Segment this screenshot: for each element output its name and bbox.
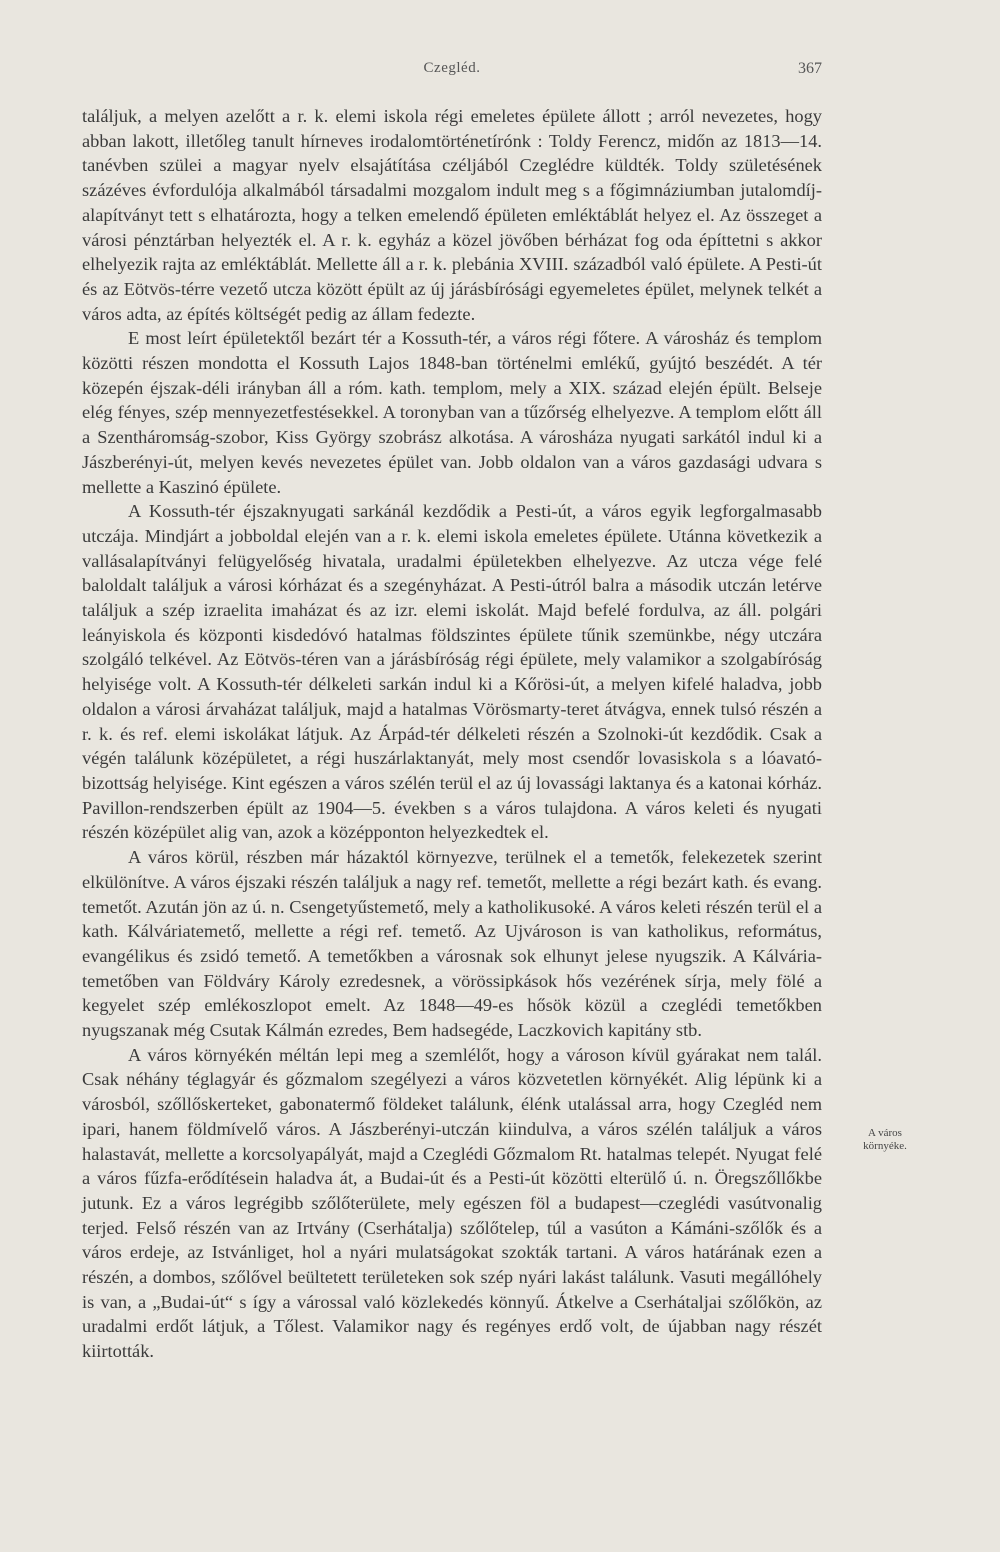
body-text (82, 104, 822, 1364)
running-title: Czegléd. (423, 60, 481, 76)
paragraph-2: E most leírt épületektől bezárt tér a Kossuth-tér, a város régi főtere. A városház és templom közötti részen mondotta el Kossuth Lajos 1848-ban történelmi emlékű, gyújtó beszédét. A tér közepén éjszak-déli irányban áll a róm. kath. templom, mely a XIX. század elején épült. Belseje elég fényes, szép mennyezetfestésekkel. A toronyban van a tűzőrség elhelyezve. A templom előtt áll a Szentháromság-szobor, Kiss György szobrász alkotása. A városháza nyugati sarkától indul ki a Jászberényi-út, melyen kevés nevezetes épület van. Jobb oldalon van a város gazdasági udvara s mellette a Kaszinó épülete. (82, 328, 822, 497)
margin-note-line-2: környéke. (863, 1140, 907, 1152)
paragraph-5: A város környékén méltán lepi meg a szemlélőt, hogy a városon kívül gyárakat nem talál. Csak néhány téglagyár és gőzmalom szegélyezi a város közvetetlen környékét. Alig lépünk ki a városból, szőllőskerteket, gabonatermő földeket találunk, élénk utalással arra, hogy Czegléd nem ipari, hanem földmívelő város. A Jászberényi-utczán kiindulva, a város szélén találjuk a város halastavát, mellette a korcsolyapályát, majd a Czeglédi Gőzmalom Rt. hatalmas telepét. Nyugat felé a város fűzfa-erődítésein haladva át, a Budai-út és a Pesti-út közötti elterülő ú. n. Öregszőllőkbe jutunk. Ez a város legrégibb szőlőterülete, mely egészen föl a budapest—czeglédi vasútvonalig terjed. Felső részén van az Irtvány (Cserhátalja) szőlőtelep, túl a vasúton a Kámáni-szőlők és a város erdeje, az Istvánliget, hol a nyári mulatságokat szokták tartani. A város határának ezen a részén, a dombos, szőlővel beültetett területeken sok szép nyári lakást találunk. Vasuti megállóhely is van, a „Budai-út“ s így a várossal való közlekedés könnyű. Átkelve a Cserhátaljai szőlőkön, az uradalmi erdőt látjuk, a Tőlest. Valamikor nagy és regényes erdő volt, de újabban nagy részét kiirtották. (82, 1044, 822, 1362)
margin-note (842, 1127, 928, 1153)
page-number: 367 (798, 60, 822, 77)
paragraph-4: A város körül, részben már házaktól környezve, terülnek el a temetők, felekezetek szerint elkülönítve. A város éjszaki részén találjuk a nagy ref. temetőt, mellette a régi bezárt kath. és evang. temetőt. Azután jön az ú. n. Csengetyűstemető, mely a katholikusoké. A város keleti részén terül el a kath. Kálváriatemető, mellette a régi ref. temető. Az Ujvároson is van katholikus, református, evangélikus és zsidó temető. A temetőkben a városnak sok elhunyt jelese nyugszik. A Kálvária-temetőben van Földváry Károly ezredesnek, a vörössipkások hős vezérének sírja, mely fölé a kegyelet szép emlékoszlopot emelt. Az 1848—49-es hősök közül a czeglédi temetőkben nyugszanak még Csutak Kálmán ezredes, Bem hadsegéde, Laczkovich kapitány stb. (82, 847, 822, 1041)
running-head (82, 60, 822, 84)
margin-note-line-1: A város (868, 1127, 902, 1139)
paragraph-1: találjuk, a melyen azelőtt a r. k. elemi iskola régi emeletes épülete állott ; arról nevezetes, hogy abban lakott, illetőleg tanult hírneves irodalomtörténetírónk : Toldy Ferencz, midőn az 1813—14. tanévben szülei a magyar nyelv elsajátítása czéljából Czeglédre küldték. Toldy születésének százéves évfordulója alkalmából társadalmi mozgalom indult meg s a főgimnáziumban jutalomdíj-alapítványt tett s elhatározta, hogy a telken emelendő épületen emléktáblát helyez el. Az összeget a városi pénztárban helyezték el. A r. k. egyház a közel jövőben bérházat fog oda építtetni s akkor elhelyezik rajta az emléktáblát. Mellette áll a r. k. plebánia XVIII. századból való épülete. A Pesti-út és az Eötvös-térre vezető utcza között épült az új járásbírósági egyemeletes épület, melynek telkét a város adta, az építés költségét pedig az állam fedezte. (82, 106, 822, 324)
paragraph-3: A Kossuth-tér éjszaknyugati sarkánál kezdődik a Pesti-út, a város egyik legforgalmasabb utczája. Mindjárt a jobboldal elején van a r. k. elemi iskola emeletes épülete. Utánna következik a vallásalapítványi felügyelőség hivatala, uradalmi épületekben elhelyezve. Az utcza vége felé baloldalt találjuk a városi kórházat és a szegényházat. A Pesti-útról balra a második utczán letérve találjuk a szép izraelita imaházat és az izr. elemi iskolát. Majd befelé fordulva, az áll. polgári leányiskola és központi kisdedóvó hatalmas földszintes épülete tűnik szemünkbe, négy utczára szolgáló telkével. Az Eötvös-téren van a járásbíróság régi épülete, mely valamikor a szolgabíróság helyisége volt. A Kossuth-tér délkeleti sarkán indul ki a Kőrösi-út, a melyen kifelé haladva, jobb oldalon a városi árvaházat találjuk, majd a hatalmas Vörösmarty-teret átvágva, ennek tulsó részén a r. k. és ref. elemi iskolákat látjuk. Az Árpád-tér délkeleti részén a Szolnoki-út kezdődik. Csak a végén találunk középületet, a régi huszárlaktanyát, mely most csendőr lovasiskola s a lóavató-bizottság helyisége. Kint egészen a város szélén terül el az új lovassági laktanya és a katonai kórház. Pavillon-rendszerben épült az 1904—5. években s a város tulajdona. A város keleti és nyugati részén középület alig van, azok a középponton helyezkedtek el. (82, 501, 822, 843)
